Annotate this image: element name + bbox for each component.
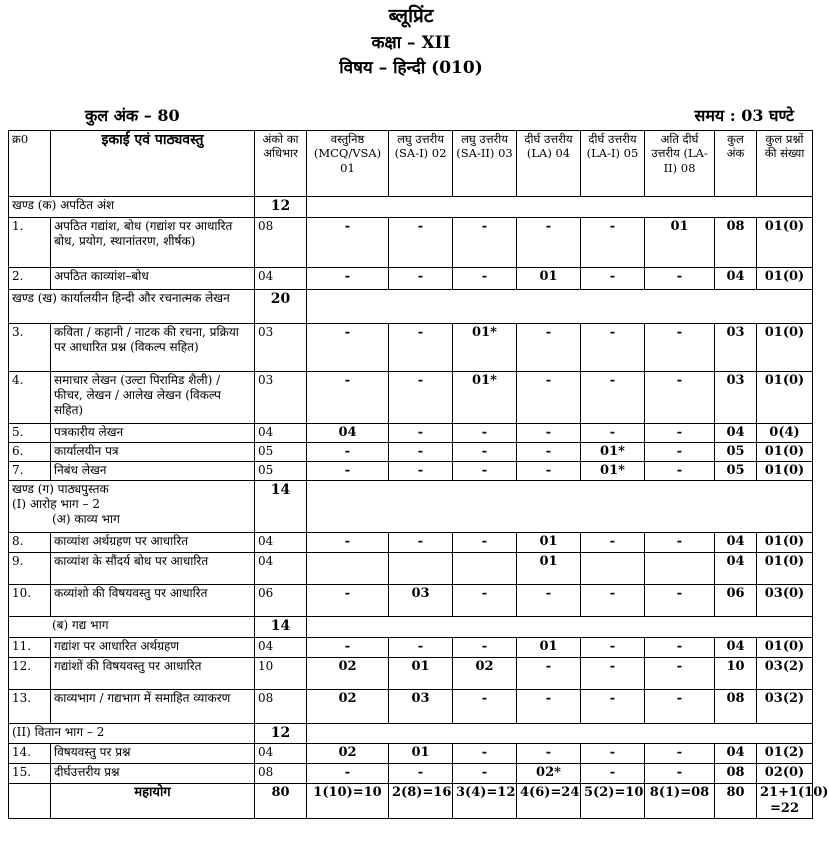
- row-count: 01(0): [757, 462, 813, 481]
- row-c8: -: [645, 462, 715, 481]
- row-count: 01(0): [757, 442, 813, 461]
- col-header: वस्तुनिष्ठ (MCQ/VSA) 01: [307, 131, 389, 197]
- row-total: 08: [715, 764, 757, 783]
- row-topic: समाचार लेखन (उल्टा पिरामिड शैली) / फीचर, लेखन / आलेख लेखन (विकल्प सहित): [51, 371, 255, 423]
- row-c4: -: [517, 689, 581, 723]
- section-line: खण्ड (ग) पाठ्यपुस्तक: [12, 482, 109, 497]
- total-c4: 4(6)=24: [517, 783, 581, 819]
- header-row: [9, 131, 813, 197]
- row-topic: कविता / कहानी / नाटक की रचना, प्रक्रिया पर आधारित प्रश्न (विकल्प सहित): [51, 323, 255, 371]
- row-weight: 08: [255, 217, 307, 267]
- row-c2: -: [389, 371, 453, 423]
- row-c2: 01: [389, 657, 453, 689]
- row-c5: -: [581, 657, 645, 689]
- row-number: 11.: [9, 637, 51, 657]
- row-number: 15.: [9, 764, 51, 783]
- row-total: 03: [715, 323, 757, 371]
- section-row: [9, 289, 813, 323]
- col-header: कुल अंक: [715, 131, 757, 197]
- section-title: [9, 197, 255, 218]
- row-total: 04: [715, 423, 757, 442]
- row-weight: 05: [255, 442, 307, 461]
- row-c1: -: [307, 371, 389, 423]
- row-c8: -: [645, 267, 715, 289]
- col-header: लघु उत्तरीय (SA-II) 03: [453, 131, 517, 197]
- row-topic: अपठित काव्यांश–बोध: [51, 267, 255, 289]
- row-c8: -: [645, 371, 715, 423]
- row-c3: -: [453, 689, 517, 723]
- row-c3: -: [453, 744, 517, 764]
- row-c2: -: [389, 267, 453, 289]
- row-c4: 01: [517, 533, 581, 553]
- row-count: 01(0): [757, 267, 813, 289]
- row-c4: -: [517, 217, 581, 267]
- row-count: 01(2): [757, 744, 813, 764]
- table-row: [9, 637, 813, 657]
- row-count: 03(0): [757, 585, 813, 617]
- section-text: खण्ड (क) अपठित अंश: [12, 198, 115, 212]
- row-weight: 03: [255, 371, 307, 423]
- row-c3: -: [453, 533, 517, 553]
- row-c3: -: [453, 585, 517, 617]
- row-c2: -: [389, 764, 453, 783]
- section-marks: 20: [255, 289, 307, 323]
- total-c1: 1(10)=10: [307, 783, 389, 819]
- row-total: 04: [715, 267, 757, 289]
- row-total: 03: [715, 371, 757, 423]
- row-c1: -: [307, 533, 389, 553]
- row-topic: पत्रकारीय लेखन: [51, 423, 255, 442]
- row-c5: -: [581, 764, 645, 783]
- row-topic: काव्यभाग / गद्यभाग में समाहित व्याकरण: [51, 689, 255, 723]
- class-line: कक्षा – XII: [371, 33, 451, 53]
- section-marks: 14: [255, 617, 307, 638]
- row-weight: 08: [255, 689, 307, 723]
- row-c4: -: [517, 744, 581, 764]
- row-c5: -: [581, 323, 645, 371]
- row-c1: 04: [307, 423, 389, 442]
- section-blank: [307, 723, 813, 744]
- row-number: 14.: [9, 744, 51, 764]
- row-c1: -: [307, 323, 389, 371]
- row-number: 10.: [9, 585, 51, 617]
- row-c2: -: [389, 442, 453, 461]
- col-header: अंको का अधिभार: [255, 131, 307, 197]
- row-weight: 06: [255, 585, 307, 617]
- row-number: 7.: [9, 462, 51, 481]
- row-c1: 02: [307, 689, 389, 723]
- section-line: (अ) काव्य भाग: [52, 512, 120, 527]
- row-c5: -: [581, 423, 645, 442]
- row-number: 1.: [9, 217, 51, 267]
- row-c5: 01*: [581, 462, 645, 481]
- row-topic: काव्यांश के सौंदर्य बोध पर आधारित: [51, 553, 255, 585]
- row-c3: -: [453, 637, 517, 657]
- col-header: दीर्घ उत्तरीय (LA) 04: [517, 131, 581, 197]
- row-c8: -: [645, 637, 715, 657]
- section-title: [9, 481, 255, 533]
- blueprint-table: [8, 130, 828, 819]
- section-title: [9, 617, 255, 638]
- section-row: [9, 617, 813, 638]
- row-c3: [453, 553, 517, 585]
- section-blank: [307, 617, 813, 638]
- section-title: [9, 289, 255, 323]
- row-c1: -: [307, 462, 389, 481]
- section-text: (II) वितान भाग – 2: [12, 724, 105, 739]
- row-c1: -: [307, 764, 389, 783]
- row-number: 3.: [9, 323, 51, 371]
- total-marks: कुल अंक – 80: [85, 106, 180, 125]
- row-c1: -: [307, 637, 389, 657]
- row-c2: 03: [389, 689, 453, 723]
- total-c2: 2(8)=16: [389, 783, 453, 819]
- total-blank: [9, 783, 51, 819]
- row-number: 4.: [9, 371, 51, 423]
- section-blank: [307, 289, 813, 323]
- row-number: 12.: [9, 657, 51, 689]
- row-number: 2.: [9, 267, 51, 289]
- row-c8: -: [645, 689, 715, 723]
- row-number: 8.: [9, 533, 51, 553]
- row-c4: 01: [517, 553, 581, 585]
- row-c1: 02: [307, 744, 389, 764]
- row-c1: -: [307, 442, 389, 461]
- row-c3: -: [453, 764, 517, 783]
- row-c2: 03: [389, 585, 453, 617]
- page-title: ब्लूप्रिंट: [388, 5, 434, 27]
- total-c3: 3(4)=12: [453, 783, 517, 819]
- row-topic: काव्यांश अर्थग्रहण पर आधारित: [51, 533, 255, 553]
- row-count: 02(0): [757, 764, 813, 783]
- row-weight: 03: [255, 323, 307, 371]
- row-weight: 04: [255, 637, 307, 657]
- row-c4: 01: [517, 267, 581, 289]
- row-c4: -: [517, 442, 581, 461]
- row-count: 01(0): [757, 323, 813, 371]
- table-row: [9, 764, 813, 783]
- row-total: 05: [715, 462, 757, 481]
- table-row: [9, 371, 813, 423]
- table-row: [9, 323, 813, 371]
- table-row: [9, 217, 813, 267]
- row-topic: दीर्घउत्तरीय प्रश्न: [51, 764, 255, 783]
- row-c8: -: [645, 585, 715, 617]
- row-total: 06: [715, 585, 757, 617]
- total-c5: 5(2)=10: [581, 783, 645, 819]
- row-topic: अपठित गद्यांश, बोध (गद्यांश पर आधारित बोध, प्रयोग, स्थानांतरण, शीर्षक): [51, 217, 255, 267]
- exam-time: समय : 03 घण्टे: [694, 106, 794, 125]
- table-row: [9, 267, 813, 289]
- row-count: 01(0): [757, 533, 813, 553]
- row-total: 10: [715, 657, 757, 689]
- row-number: 5.: [9, 423, 51, 442]
- col-header: लघु उत्तरीय (SA-I) 02: [389, 131, 453, 197]
- row-c8: -: [645, 442, 715, 461]
- row-total: 08: [715, 217, 757, 267]
- row-weight: 04: [255, 533, 307, 553]
- row-c5: -: [581, 533, 645, 553]
- row-c8: -: [645, 657, 715, 689]
- row-total: 04: [715, 744, 757, 764]
- row-count: 03(2): [757, 689, 813, 723]
- section-marks: 12: [255, 723, 307, 744]
- row-c4: 02*: [517, 764, 581, 783]
- table-row: [9, 442, 813, 461]
- row-c8: -: [645, 533, 715, 553]
- section-marks: 14: [255, 481, 307, 533]
- section-text: (ब) गद्य भाग: [52, 618, 109, 633]
- section-row: [9, 197, 813, 218]
- row-c1: -: [307, 585, 389, 617]
- row-c5: -: [581, 371, 645, 423]
- row-weight: 08: [255, 764, 307, 783]
- row-total: 05: [715, 442, 757, 461]
- row-c2: -: [389, 217, 453, 267]
- section-marks: 12: [255, 197, 307, 218]
- row-c1: 02: [307, 657, 389, 689]
- row-c5: -: [581, 689, 645, 723]
- row-c1: [307, 553, 389, 585]
- section-row: [9, 723, 813, 744]
- row-number: 6.: [9, 442, 51, 461]
- table-row: [9, 585, 813, 617]
- section-row: [9, 481, 813, 533]
- row-c4: -: [517, 423, 581, 442]
- row-c2: -: [389, 637, 453, 657]
- total-c8: 8(1)=08: [645, 783, 715, 819]
- row-total: 04: [715, 553, 757, 585]
- col-header: दीर्घ उत्तरीय (LA-I) 05: [581, 131, 645, 197]
- row-count: 01(0): [757, 217, 813, 267]
- row-c2: -: [389, 423, 453, 442]
- row-weight: 04: [255, 423, 307, 442]
- row-count: 01(0): [757, 637, 813, 657]
- row-total: 04: [715, 533, 757, 553]
- table-row: [9, 657, 813, 689]
- row-c5: -: [581, 217, 645, 267]
- row-topic: गद्यांश पर आधारित अर्थग्रहण: [51, 637, 255, 657]
- row-total: 08: [715, 689, 757, 723]
- row-c5: -: [581, 585, 645, 617]
- row-c8: -: [645, 423, 715, 442]
- row-c3: 01*: [453, 371, 517, 423]
- table-row: [9, 462, 813, 481]
- table-row: [9, 553, 813, 585]
- row-c2: -: [389, 462, 453, 481]
- row-c3: -: [453, 423, 517, 442]
- row-c2: 01: [389, 744, 453, 764]
- row-total: 04: [715, 637, 757, 657]
- row-number: 9.: [9, 553, 51, 585]
- row-topic: विषयवस्तु पर प्रश्न: [51, 744, 255, 764]
- row-count: 01(0): [757, 371, 813, 423]
- section-line: (I) आरोह भाग – 2: [12, 497, 100, 512]
- row-c4: -: [517, 657, 581, 689]
- table-row: [9, 423, 813, 442]
- section-text: खण्ड (ख) कार्यालयीन हिन्दी और रचनात्मक लेखन: [12, 290, 230, 305]
- total-marks-cell: 80: [715, 783, 757, 819]
- row-c2: -: [389, 323, 453, 371]
- row-number: 13.: [9, 689, 51, 723]
- section-blank: [307, 197, 813, 218]
- col-header: इकाई एवं पाठ्यवस्तु: [51, 131, 255, 197]
- row-c3: -: [453, 267, 517, 289]
- row-c3: 02: [453, 657, 517, 689]
- total-weight: 80: [255, 783, 307, 819]
- row-c5: [581, 553, 645, 585]
- row-c8: [645, 553, 715, 585]
- row-weight: 05: [255, 462, 307, 481]
- row-c5: -: [581, 744, 645, 764]
- row-c1: -: [307, 267, 389, 289]
- row-c4: 01: [517, 637, 581, 657]
- total-row: [9, 783, 813, 819]
- row-topic: कव्यांशो की विषयवस्तु पर आधारित: [51, 585, 255, 617]
- row-c3: 01*: [453, 323, 517, 371]
- row-c3: -: [453, 442, 517, 461]
- row-c1: -: [307, 217, 389, 267]
- row-topic: निबंध लेखन: [51, 462, 255, 481]
- row-c8: -: [645, 764, 715, 783]
- col-header: कुल प्रश्नों की संख्या: [757, 131, 813, 197]
- total-label: महायोग: [51, 783, 255, 819]
- row-c2: -: [389, 533, 453, 553]
- row-topic: गद्यांशों की विषयवस्तु पर आधारित: [51, 657, 255, 689]
- subject-line: विषय – हिन्दी (010): [339, 58, 483, 78]
- row-weight: 04: [255, 553, 307, 585]
- row-c8: 01: [645, 217, 715, 267]
- table-row: [9, 689, 813, 723]
- row-weight: 10: [255, 657, 307, 689]
- row-topic: कार्यालयीन पत्र: [51, 442, 255, 461]
- row-c4: -: [517, 371, 581, 423]
- row-weight: 04: [255, 744, 307, 764]
- col-header: क्र0: [9, 131, 51, 197]
- row-c2: [389, 553, 453, 585]
- row-c4: -: [517, 585, 581, 617]
- row-c3: -: [453, 462, 517, 481]
- row-count: 01(0): [757, 553, 813, 585]
- row-c8: -: [645, 323, 715, 371]
- row-c5: 01*: [581, 442, 645, 461]
- table-row: [9, 533, 813, 553]
- total-count: 21+1(10) =22: [757, 783, 813, 819]
- col-header: अति दीर्घ उत्तरीय (LA-II) 08: [645, 131, 715, 197]
- row-count: 03(2): [757, 657, 813, 689]
- row-c8: -: [645, 744, 715, 764]
- row-c3: -: [453, 217, 517, 267]
- row-c4: -: [517, 462, 581, 481]
- row-count: 0(4): [757, 423, 813, 442]
- section-title: [9, 723, 255, 744]
- row-c4: -: [517, 323, 581, 371]
- row-c5: -: [581, 267, 645, 289]
- section-blank: [307, 481, 813, 533]
- table-row: [9, 744, 813, 764]
- row-weight: 04: [255, 267, 307, 289]
- row-c5: -: [581, 637, 645, 657]
